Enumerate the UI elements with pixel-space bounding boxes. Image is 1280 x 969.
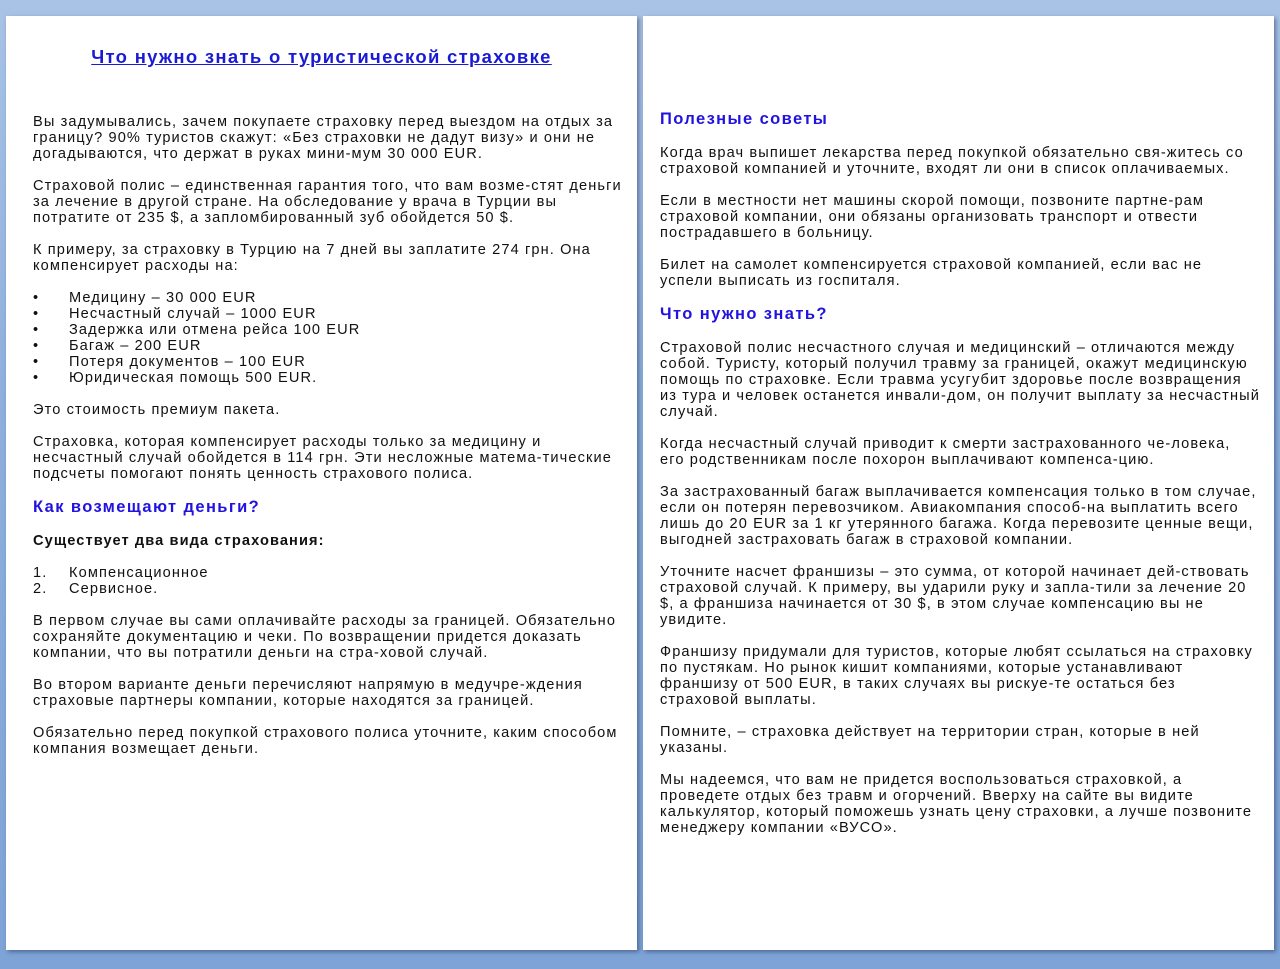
body-paragraph: Мы надеемся, что вам не придется воспользоваться страховкой, а проведете отдых без травм и огорчений. Вверху на сайте вы видите калькулятор, который поможешь узнать цену страховки, а лучше позвоните менеджеру компании «ВУСО». [660,772,1253,836]
body-paragraph: Обязательно перед покупкой страхового полиса уточните, каким способом компания возмещает деньги. [33,725,618,757]
coverage-list [33,290,623,386]
body-paragraph: Франшизу придумали для туристов, которые любят ссылаться на страховку по пустякам. Но рынок кишит компаниями, которые устанавливают франшизу от 500 EUR, в таких случаях вы рискуе-те остаться без страховой выплаты. [660,644,1253,708]
tip-paragraph: Если в местности нет машины скорой помощи, позвоните партне-рам страховой компании, они обязаны организовать транспорт и отвести пострадавшего в больницу. [660,193,1205,241]
document-page-right [643,16,1274,950]
body-paragraph: За застрахованный багаж выплачивается компенсация только в том случае, если он потерян перевозчиком. Авиакомпания способ-на выплатить всего лишь до 20 EUR за 1 кг утерянного багажа. Когда перевозите ценные вещи, выгодней застраховать багаж в страховой компании. [660,484,1257,548]
list-item: • Багаж – 200 EUR [33,338,202,354]
list-item: • Потеря документов – 100 EUR [33,354,306,370]
bullet-icon: • [33,322,40,338]
right-column [660,110,1260,836]
document-page-left [6,16,637,950]
subheading: Существует два вида страхования: [33,533,325,549]
body-paragraph: Страховой полис несчастного случая и медицинский – отличаются между собой. Туристу, который получил травму за границей, окажут медицинскую помощь по страховке. Если травма усугубит здоровье после возвращения из тура и человек останется инвали-дом, он получит выплату за несчастный случай. [660,340,1260,420]
left-column [33,114,623,757]
bullet-icon: • [33,290,40,306]
list-item: • Юридическая помощь 500 EUR. [33,370,318,386]
body-paragraph: Страховка, которая компенсирует расходы только за медицину и несчастный случай обойдется в 114 грн. Эти несложные матема-тические подсчеты помогают понять ценность страхового полиса. [33,434,612,482]
insurance-types-list [33,565,623,597]
list-item: • Медицину – 30 000 EUR [33,290,257,306]
tip-paragraph: Билет на самолет компенсируется страховой компанией, если вас не успели выписать из госпиталя. [660,257,1203,289]
list-item: 2. Сервисное. [33,581,159,597]
body-paragraph: Когда несчастный случай приводит к смерти застрахованного че-ловека, его родственникам после похорон выплачивают компенса-цию. [660,436,1231,468]
tip-paragraph: Когда врач выпишет лекарства перед покупкой обязательно свя-житесь со страховой компанией и уточните, входят ли они в список оплачиваемых. [660,145,1244,177]
body-paragraph: Помните, – страховка действует на территории стран, которые в ней указаны. [660,724,1200,756]
section-heading: Как возмещают деньги? [33,498,261,516]
section-heading: Что нужно знать? [660,305,828,323]
body-paragraph: Во втором варианте деньги перечисляют напрямую в медучре-ждения страховые партнеры компании, которые находятся за границей. [33,677,583,709]
list-item: 1. Компенсационное [33,565,209,581]
bullet-icon: • [33,306,40,322]
list-number: 2. [33,581,48,597]
bullet-icon: • [33,370,40,386]
bullet-icon: • [33,354,40,370]
list-number: 1. [33,565,48,581]
body-paragraph: Уточните насчет франшизы – это сумма, от которой начинает дей-ствовать страховой случай. К примеру, вы ударили руку и запла-тили за лечение 20 $, а франшиза начинается от 30 $, в этом случае компенсацию вы не увидите. [660,564,1250,628]
body-paragraph: Это стоимость премиум пакета. [33,402,281,418]
intro-paragraph: Страховой полис – единственная гарантия того, что вам возме-стят деньги за лечение в другой стране. На обследование у врача в Турции вы потратите от 235 $, а запломбированный зуб обойдется 50 $. [33,178,622,226]
intro-paragraph: Вы задумывались, зачем покупаете страховку перед выездом на отдых за границу? 90% туристов скажут: «Без страховки не дадут визу» и они не догадываются, что держат в руках мини-мум 30 000 EUR. [33,114,614,162]
bullet-icon: • [33,338,40,354]
section-heading: Полезные советы [660,110,829,128]
body-paragraph: В первом случае вы сами оплачивайте расходы за границей. Обязательно сохраняйте документацию и чеки. По возвращении придется доказать компании, что вы потратили деньги на стра-ховой случай. [33,613,617,661]
document-title: Что нужно знать о туристической страховке [91,46,552,67]
list-item: • Задержка или отмена рейса 100 EUR [33,322,361,338]
list-item: • Несчастный случай – 1000 EUR [33,306,317,322]
intro-paragraph: К примеру, за страховку в Турцию на 7 дней вы заплатите 274 грн. Она компенсирует расходы на: [33,242,591,274]
